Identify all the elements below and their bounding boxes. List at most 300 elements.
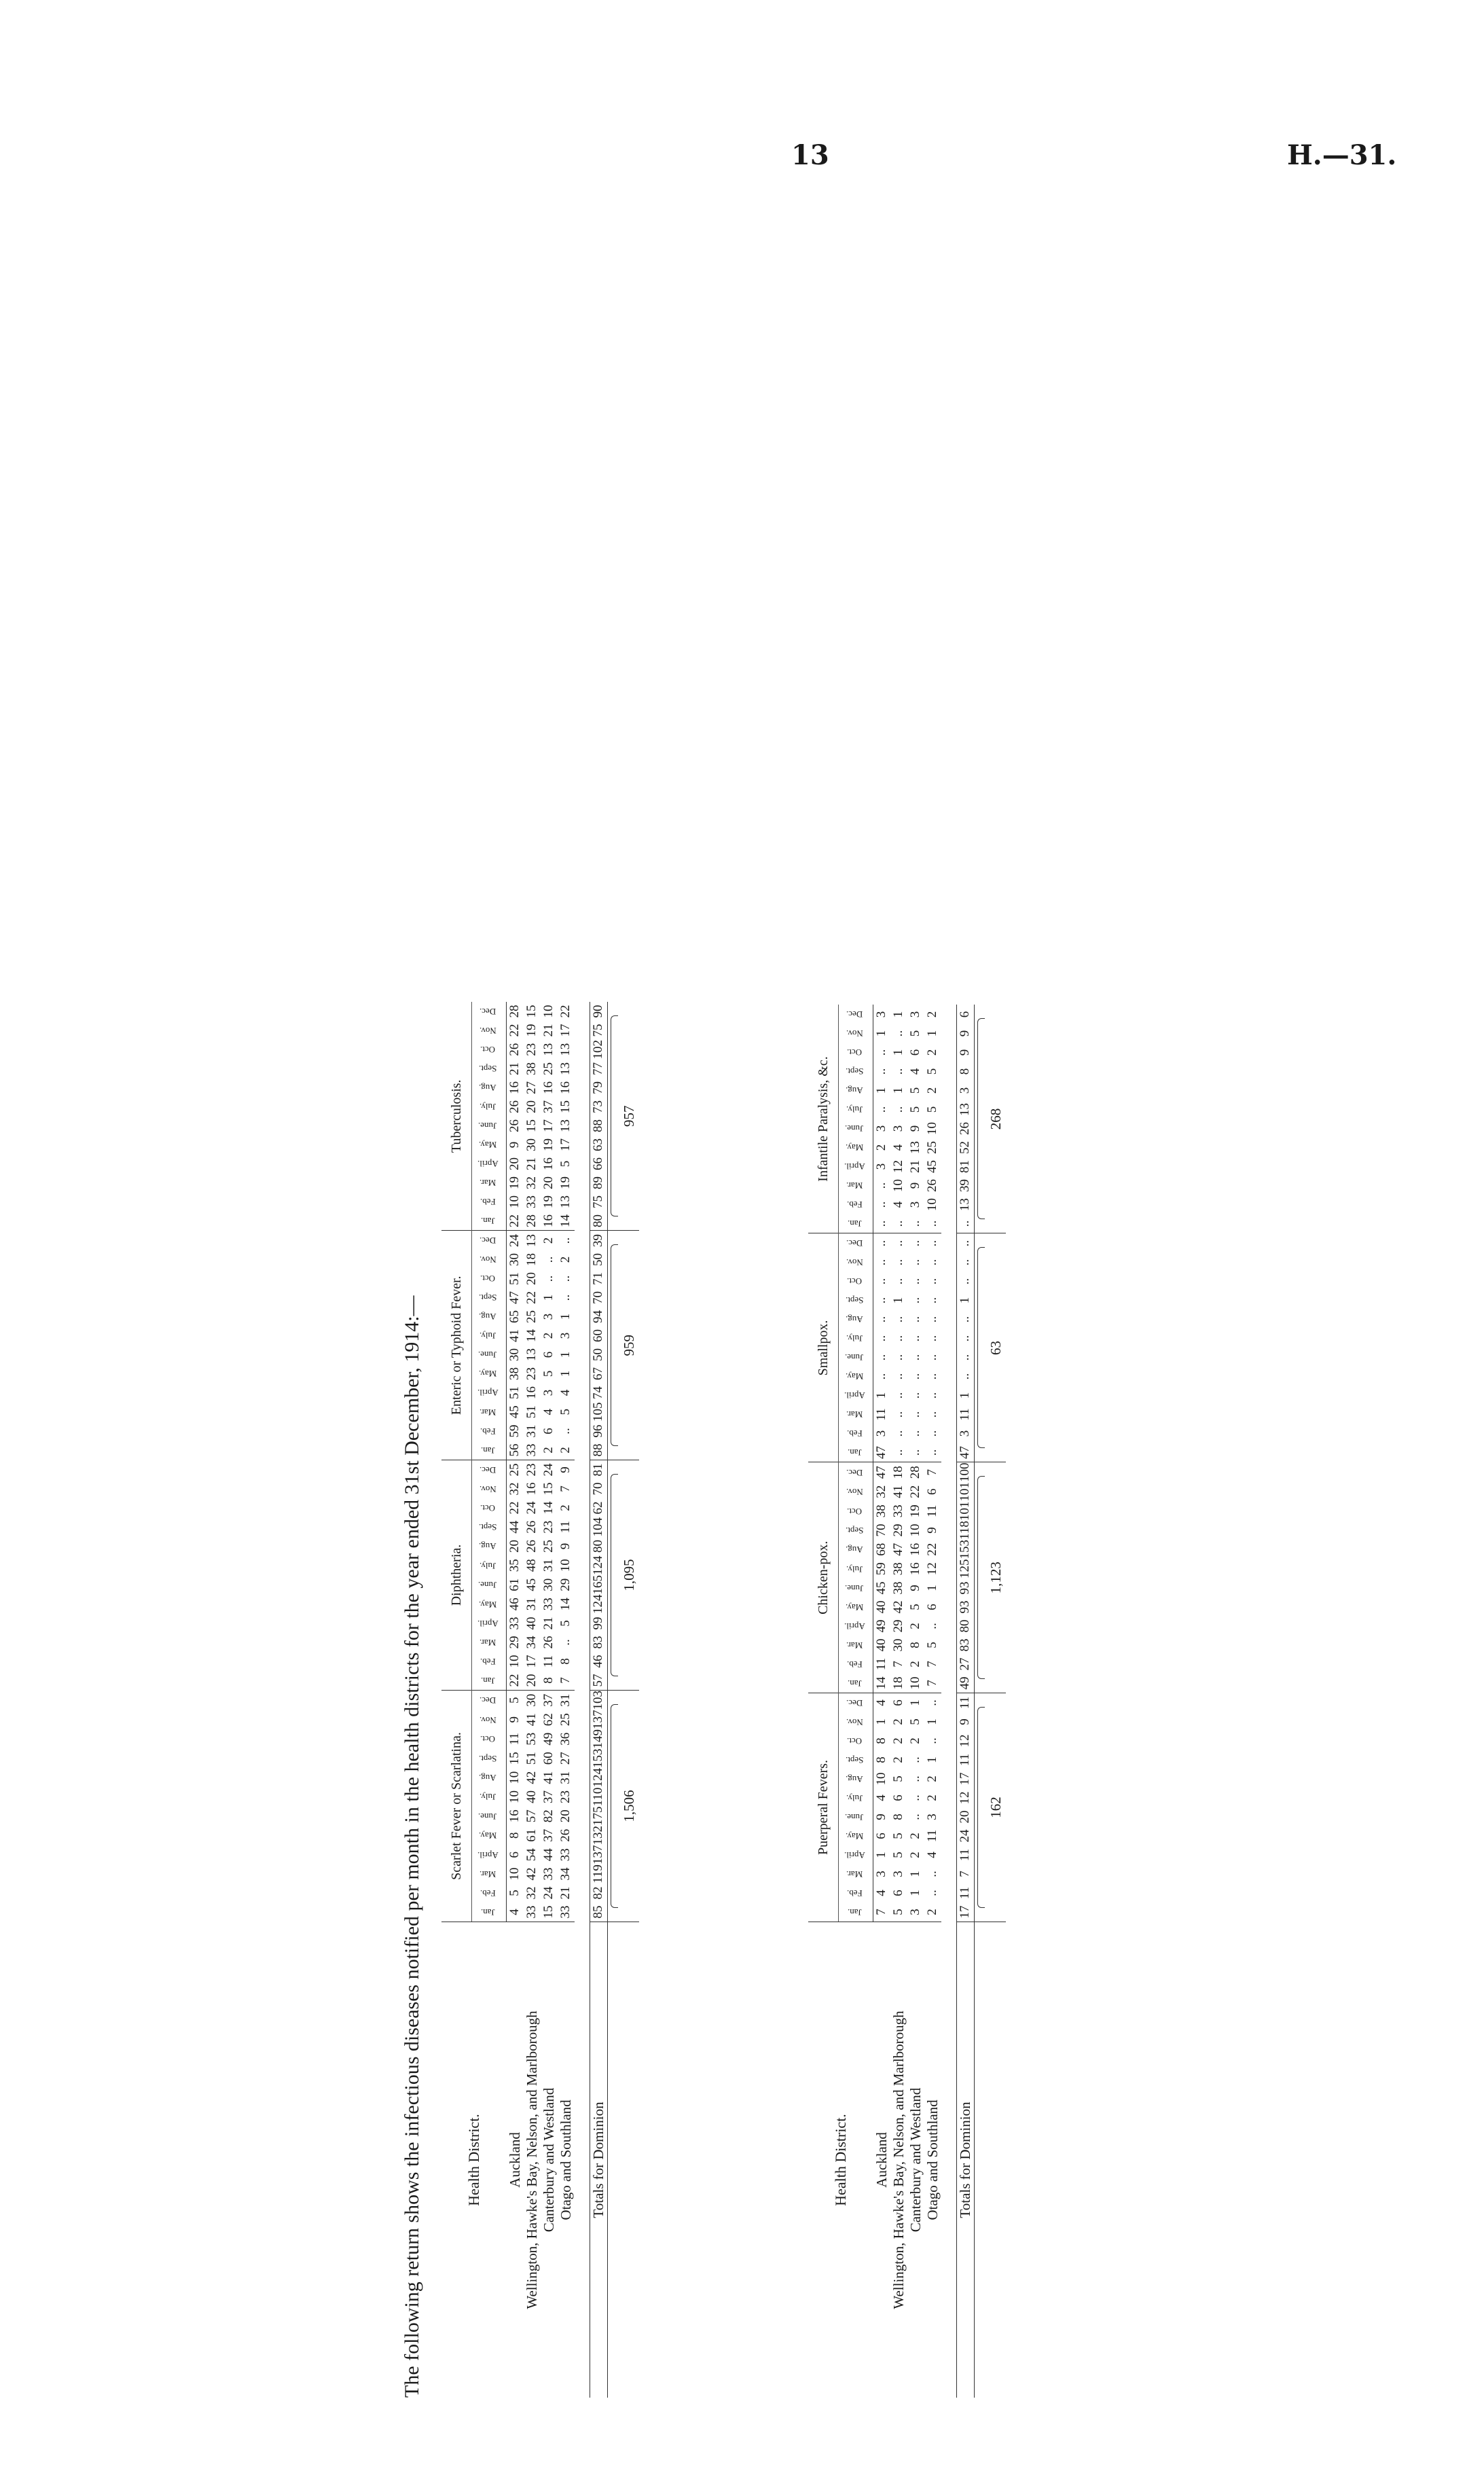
cell-value: 16 [541,1081,556,1094]
cell-value: 7 [873,1902,890,1922]
spacer-row [941,1005,957,2398]
month-label: Oct. [479,1274,496,1284]
month-header [839,1521,873,1540]
cell-value: .. [908,1392,922,1399]
cell-value: 19 [558,1176,573,1189]
cell-value: 13 [558,1043,573,1056]
month-header [839,1540,873,1559]
month-header [472,1403,507,1422]
month-label: Mar. [846,1640,863,1651]
total-value: 83 [956,1636,974,1655]
cell-value: 41 [524,1713,539,1727]
cell-value: 6 [874,1833,889,1839]
total-value: 75 [590,1193,607,1212]
cell-value: 6 [925,1488,939,1495]
total-value: .. [956,1329,974,1348]
cell-value: 32 [524,1176,539,1189]
cell-value: 1 [891,1297,905,1304]
month-label: Dec. [479,1236,496,1246]
cell-value: 45 [874,1581,889,1595]
month-label: Feb. [846,1888,863,1898]
cell-value: 2 [874,1144,889,1151]
cell-value: .. [925,1411,939,1418]
month-label: Jan. [847,1678,862,1689]
total-value: 17 [956,1769,974,1788]
month-header [839,1405,873,1424]
month-label: Aug. [846,1545,863,1555]
cell-value: 22 [524,1291,539,1304]
month-header [839,1845,873,1864]
total-value: 88 [590,1441,607,1460]
month-header [839,1214,873,1234]
cell-value: 10 [507,1771,522,1784]
total-value: 132 [590,1826,607,1845]
cell-value: 14 [524,1329,539,1342]
month-header [839,1043,873,1062]
cell-value: 33 [524,1195,539,1208]
cell-value: 16 [507,1081,522,1094]
month-header [839,1807,873,1826]
month-label: Jan. [847,1907,862,1917]
cell-value: 16 [507,1809,522,1823]
page-number: 13 [791,139,829,171]
cell-value: 53 [524,1732,539,1746]
cell-value: 20 [524,1272,539,1285]
cell-value: 33 [541,1598,556,1611]
cell-value: .. [908,1335,922,1342]
cell-value: 8 [874,1737,889,1744]
cell-value: 4 [541,1409,556,1415]
cell-value: 45 [524,1578,539,1591]
cell-value: .. [908,1814,922,1820]
month-label: Aug. [846,1085,863,1096]
cell-value: 9 [908,1125,922,1132]
cell-value: .. [925,1871,939,1877]
cell-value: .. [874,1297,889,1304]
cell-value: .. [925,1335,939,1342]
month-header [472,1384,507,1403]
grand-total-brace [977,1477,985,1680]
month-header [839,1769,873,1788]
month-header [839,1100,873,1119]
cell-value: 25 [524,1310,539,1323]
cell-value: 23 [558,1790,573,1803]
grand-total-brace [611,1015,618,1217]
month-label: July. [846,1564,863,1574]
cell-value: 28 [908,1466,922,1479]
cell-value: 14 [558,1598,573,1611]
cell-value: 41 [541,1771,556,1784]
total-value: 102 [590,1040,607,1060]
month-label: Dec. [846,1698,863,1708]
total-value: 26 [956,1119,974,1138]
grand-total-spacer [607,1922,639,2398]
cell-value: 2 [891,1737,905,1744]
month-header [472,1575,507,1595]
cell-value: 27 [524,1081,539,1094]
cell-value: 45 [925,1160,939,1173]
total-value: 153 [590,1749,607,1769]
cell-value: 40 [874,1638,889,1652]
cell-value: 7 [558,1485,573,1492]
month-header [472,1060,507,1079]
cell-value: 1 [925,1756,939,1763]
month-label: June. [478,1350,497,1360]
total-value: 90 [590,1002,607,1021]
cell-value: 1 [908,1699,922,1706]
month-label: Aug. [479,1312,496,1322]
table2-table [808,1005,1006,2398]
month-header [839,1636,873,1655]
cell-value: 2 [924,1902,941,1922]
cell-value: 12 [891,1160,905,1173]
total-value: 1 [956,1291,974,1310]
cell-value: 9 [908,1585,922,1591]
total-value: 125 [956,1559,974,1579]
table-caption: The following return shows the infectious diseases notified per month in the health districts for the year ended 31st December, 1914:— [401,1295,423,2398]
cell-value: 23 [524,1367,539,1380]
month-label: Aug. [479,1773,496,1784]
cell-value: 4 [874,1794,889,1801]
cell-value: 61 [507,1578,522,1591]
total-value: 119 [590,1864,607,1883]
cell-value: .. [891,1030,905,1037]
cell-value: 17 [558,1138,573,1151]
cell-value: 2 [558,1256,573,1263]
cell-value: 20 [524,1100,539,1113]
cell-value: 25 [925,1141,939,1154]
cell-value: 8 [891,1814,905,1820]
health-district-header: Health District. [808,1922,873,2398]
district-name: Auckland [873,1922,890,2398]
total-value: 24 [956,1826,974,1845]
cell-value: 26 [507,1119,522,1132]
grand-total-brace [611,1704,618,1908]
month-label: Nov. [846,1487,863,1498]
month-label: May. [845,1602,864,1612]
cell-value: 33 [524,1441,541,1460]
cell-value: 25 [541,1062,556,1075]
month-label: Mar. [479,1178,496,1189]
month-label: Mar. [479,1407,496,1418]
district-name: Canterbury and Westland [907,1922,924,2398]
cell-value: 29 [891,1619,905,1633]
cell-value: 10 [874,1772,889,1786]
cell-value: .. [874,1316,889,1323]
cell-value: 4 [507,1902,524,1922]
cell-value: 1 [874,1392,889,1399]
total-value: .. [956,1233,974,1253]
cell-value: 2 [925,1794,939,1801]
month-header [839,1482,873,1502]
cell-value: 20 [541,1176,556,1189]
cell-value: 4 [908,1068,922,1075]
cell-value: 1 [874,1030,889,1037]
month-label: May. [478,1599,497,1610]
cell-value: 10 [541,1005,556,1018]
cell-value: 11 [558,1521,573,1534]
month-label: Jan. [480,1676,495,1686]
cell-value: 20 [507,1540,522,1553]
table-row [524,1002,541,2398]
cell-value: 42 [524,1867,539,1881]
cell-value: .. [874,1240,889,1247]
total-value: .. [956,1272,974,1291]
cell-value: .. [907,1443,924,1463]
cell-value: .. [925,1373,939,1380]
cell-value: 4 [558,1389,573,1396]
total-value: 89 [590,1174,607,1193]
disease-group-header: Smallpox. [808,1233,839,1462]
total-value: 103 [590,1691,607,1710]
cell-value: 51 [507,1272,522,1285]
cell-value: 48 [524,1559,539,1572]
cell-value: .. [924,1443,941,1463]
month-header [839,1502,873,1521]
cell-value: 57 [524,1809,539,1823]
month-label: Jan. [480,1907,495,1917]
total-value: 39 [956,1176,974,1195]
month-label: Jan. [847,1447,862,1458]
total-value: 93 [956,1598,974,1617]
cell-value: 5 [891,1852,905,1858]
total-value: 27 [956,1655,974,1674]
month-header [839,1386,873,1405]
cell-value: .. [925,1890,939,1896]
month-header [472,1288,507,1307]
month-header [839,1310,873,1329]
totals-label: Totals for Dominion [956,1922,974,2398]
cell-value: .. [891,1259,905,1266]
disease-group-header: Infantile Paralysis, &c. [808,1005,839,1234]
month-label: Feb. [479,1426,496,1437]
cell-value: 25 [558,1713,573,1727]
month-header [472,1498,507,1517]
cell-value: 23 [524,1043,539,1056]
cell-value: 29 [558,1578,573,1591]
cell-value: .. [924,1214,941,1234]
cell-value: 22 [507,1024,522,1037]
month-header [839,1674,873,1693]
cell-value: 29 [507,1636,522,1649]
rotated-page-content [401,102,1161,2398]
total-value: 49 [956,1674,974,1693]
cell-value: 9 [507,1716,522,1723]
month-header [839,1693,873,1713]
cell-value: .. [907,1214,924,1234]
total-value: 60 [590,1327,607,1346]
month-label: Dec. [479,1695,496,1706]
month-header [472,1117,507,1136]
cell-value: 47 [873,1443,890,1463]
cell-value: 37 [541,1790,556,1803]
total-value: 71 [590,1269,607,1288]
cell-value: 23 [524,1463,539,1477]
cell-value: .. [558,1639,573,1646]
cell-value: 16 [908,1543,922,1556]
month-label: Jan. [480,1445,495,1456]
month-header [472,1902,507,1922]
cell-value: 24 [507,1234,522,1247]
grand-total-cell [974,1005,1006,1234]
cell-value: .. [908,1411,922,1418]
month-header [472,1826,507,1845]
cell-value: 31 [541,1559,556,1572]
month-label: Feb. [846,1428,863,1439]
cell-value: 2 [558,1504,573,1511]
month-header [472,1021,507,1040]
cell-value: .. [890,1443,907,1463]
total-value: 79 [590,1079,607,1098]
cell-value: 3 [558,1332,573,1339]
cell-value: 1 [891,1049,905,1056]
cell-value: 2 [908,1833,922,1839]
total-value: 11 [956,1405,974,1424]
month-header [839,1462,873,1482]
total-value: 124 [590,1768,607,1788]
total-value: 82 [590,1883,607,1902]
cell-value: 19 [507,1176,522,1189]
cell-value: 1 [891,1011,905,1018]
cell-value: 49 [541,1732,556,1746]
total-value: 124 [590,1595,607,1615]
cell-value: 15 [524,1005,539,1018]
cell-value: 32 [524,1886,539,1900]
month-header [839,1119,873,1138]
month-header [472,1768,507,1788]
cell-value: .. [874,1049,889,1056]
cell-value: 3 [874,1871,889,1877]
cell-value: 2 [925,1011,939,1018]
month-label: May. [478,1369,497,1379]
month-header [472,1079,507,1098]
total-value: 101 [956,1482,974,1502]
month-label: Sept. [478,1064,497,1075]
month-header [472,1710,507,1730]
cell-value: 10 [908,1523,922,1537]
cell-value: 5 [925,1106,939,1113]
total-value: 3 [956,1424,974,1443]
cell-value: 14 [873,1674,890,1693]
cell-value: 9 [925,1527,939,1534]
cell-value: 1 [558,1313,573,1320]
cell-value: 38 [874,1504,889,1518]
month-label: Feb. [846,1659,863,1670]
cell-value: 26 [558,1828,573,1842]
month-label: Oct. [846,1506,863,1517]
month-header [839,1081,873,1100]
cell-value: 10 [891,1179,905,1192]
month-header [839,1005,873,1024]
total-value: 47 [956,1443,974,1463]
cell-value: 33 [558,1902,575,1922]
month-label: May. [478,1140,497,1151]
month-label: June. [478,1121,497,1132]
month-label: April. [477,1850,499,1860]
cell-value: .. [908,1794,922,1801]
month-label: Jan. [480,1216,495,1227]
cell-value: 16 [541,1212,558,1231]
cell-value: 10 [925,1198,939,1211]
month-header [472,1883,507,1902]
month-label: Oct. [479,1045,496,1056]
total-value: .. [956,1310,974,1329]
cell-value: 54 [524,1848,539,1862]
cell-value: 5 [558,1620,573,1627]
cell-value: 38 [524,1062,539,1075]
total-value: 13 [956,1195,974,1214]
cell-value: .. [541,1256,556,1263]
cell-value: 20 [524,1671,541,1691]
cell-value: 11 [541,1655,556,1668]
month-header [839,1883,873,1902]
month-label: June. [478,1811,497,1822]
cell-value: 16 [524,1482,539,1496]
month-header [839,1329,873,1348]
cell-value: 42 [891,1600,905,1614]
month-header [839,1348,873,1367]
month-header [472,1346,507,1365]
total-value: 101 [956,1502,974,1521]
grand-total-value: 162 [987,1797,1004,1818]
month-label: Sept. [478,1293,497,1303]
cell-value: 2 [925,1049,939,1056]
month-label: Aug. [846,1314,863,1325]
cell-value: 26 [541,1636,556,1649]
cell-value: 3 [908,1201,922,1208]
cell-value: 35 [507,1559,522,1572]
month-label: Nov. [479,1484,496,1494]
cell-value: 5 [908,1106,922,1113]
cell-value: 22 [507,1212,524,1231]
cell-value: 56 [507,1441,524,1460]
month-header [472,1098,507,1117]
cell-value: .. [925,1316,939,1323]
cell-value: 6 [541,1428,556,1435]
cell-value: 3 [925,1814,939,1820]
cell-value: 65 [507,1310,522,1323]
month-header [472,1845,507,1865]
cell-value: 9 [558,1543,573,1550]
total-value: .. [956,1253,974,1272]
month-header [472,1327,507,1346]
cell-value: 9 [874,1814,889,1820]
month-header [472,1479,507,1498]
cell-value: 40 [524,1617,539,1630]
month-header [839,1731,873,1750]
cell-value: 13 [524,1234,539,1247]
month-label: Mar. [846,1180,863,1191]
cell-value: 5 [541,1370,556,1377]
grand-total-row [607,1002,639,2398]
cell-value: .. [891,1240,905,1247]
district-name: Canterbury and Westland [541,1922,558,2398]
cell-value: 40 [524,1790,539,1803]
month-label: Dec. [479,1465,496,1475]
cell-value: 30 [891,1638,905,1652]
cell-value: 1 [925,1585,939,1591]
cell-value: 5 [908,1718,922,1725]
cell-value: 59 [874,1562,889,1576]
cell-value: .. [925,1354,939,1361]
total-value: 88 [590,1117,607,1136]
cell-value: 31 [558,1693,573,1707]
month-label: Oct. [479,1503,496,1513]
cell-value: 22 [908,1485,922,1498]
cell-value: 49 [874,1619,889,1633]
total-value: 99 [590,1614,607,1633]
cell-value: 3 [891,1125,905,1132]
